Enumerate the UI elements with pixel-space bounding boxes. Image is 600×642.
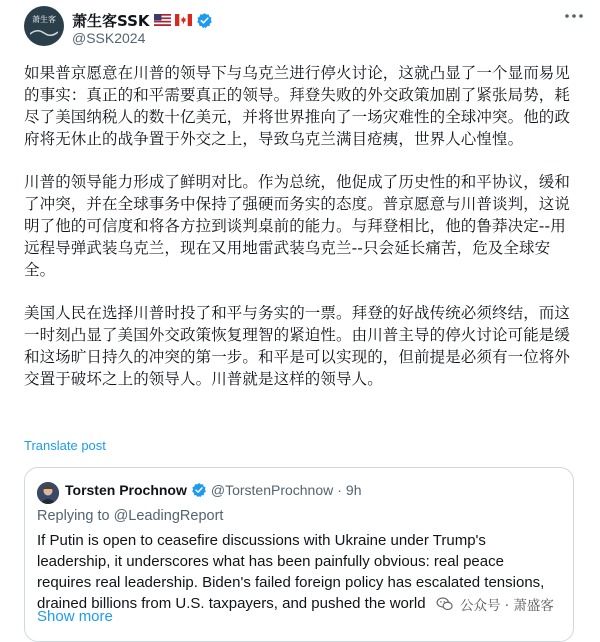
more-icon[interactable] xyxy=(564,12,584,20)
post-paragraph: 川普的领导能力形成了鲜明对比。作为总统，他促成了历史性的和平协议，缓和了冲突，并在全球事务中保持了强硬而务实的态度。普京愿意与川普谈判，这说明了他的可信度和将各方拉到谈判桌前的能力。与拜登相比，他的鲁莽决定--用远程导弹武装乌克兰，现在又用地雷武装乌克兰--只会延长痛苦，危及全球安全。 xyxy=(24,173,571,279)
replying-to-line xyxy=(37,508,223,524)
wechat-icon xyxy=(436,595,454,613)
watermark-label: 公众号 · 萧盛客 xyxy=(460,598,554,614)
us-flag-icon xyxy=(154,14,171,26)
verified-badge-icon xyxy=(191,482,207,498)
replying-to-handle-link[interactable]: @LeadingReport xyxy=(113,508,224,524)
wechat-watermark xyxy=(432,592,558,616)
quoted-post-text: If Putin is open to ceasefire discussions with Ukraine under Trump's leadership, it underscores what has been painfully obvious: real peace requires real leadership. Biden's failed foreign policy has escalated tensions, drained billions from U.S. taxpayers, and pushed the world xyxy=(37,532,545,612)
translate-post-link[interactable]: Translate post xyxy=(24,438,106,453)
quoted-timestamp[interactable]: 9h xyxy=(345,482,362,498)
verified-badge-icon xyxy=(196,12,213,29)
author-handle[interactable]: @SSK2024 xyxy=(72,30,146,46)
quoted-display-name[interactable]: Torsten Prochnow xyxy=(65,482,187,498)
avatar-logo-text: 萧生客 xyxy=(32,15,56,24)
quoted-name-row xyxy=(65,482,362,498)
author-name-row xyxy=(72,10,213,30)
post-paragraph: 如果普京愿意在川普的领导下与乌克兰进行停火讨论，这就凸显了一个显而易见的事实：真正的和平需要真正的领导。拜登失败的外交政策加剧了紧张局势，耗尽了美国纳税人的数十亿美元，并将世界推向了一场灾难性的全球冲突。他的政府将无休止的战争置于外交之上，导致乌克兰满目疮痍，世界人心惶惶。 xyxy=(24,64,571,148)
post-body xyxy=(24,62,580,411)
meta-separator: · xyxy=(337,482,342,498)
quoted-author-avatar[interactable] xyxy=(37,482,59,504)
canada-flag-icon xyxy=(175,14,192,26)
author-avatar[interactable] xyxy=(24,6,64,46)
avatar-boat-icon xyxy=(30,28,58,36)
quoted-handle[interactable]: @TorstenProchnow xyxy=(210,482,334,498)
post-paragraph: 美国人民在选择川普时投了和平与务实的一票。拜登的好战传统必须终结，而这一时刻凸显了美国外交政策恢复理智的紧迫性。由川普主导的停火讨论可能是缓和这场旷日持久的冲突的第一步。和平是可以实现的，但前提是必须有一位将外交置于破坏之上的领导人。川普就是这样的领导人。 xyxy=(24,304,571,388)
replying-to-label: Replying to xyxy=(37,508,110,524)
author-display-name[interactable]: 萧生客SSK xyxy=(72,11,150,30)
show-more-link[interactable]: Show more xyxy=(37,608,113,625)
post-header xyxy=(24,6,584,50)
avatar-person-icon xyxy=(37,482,59,504)
